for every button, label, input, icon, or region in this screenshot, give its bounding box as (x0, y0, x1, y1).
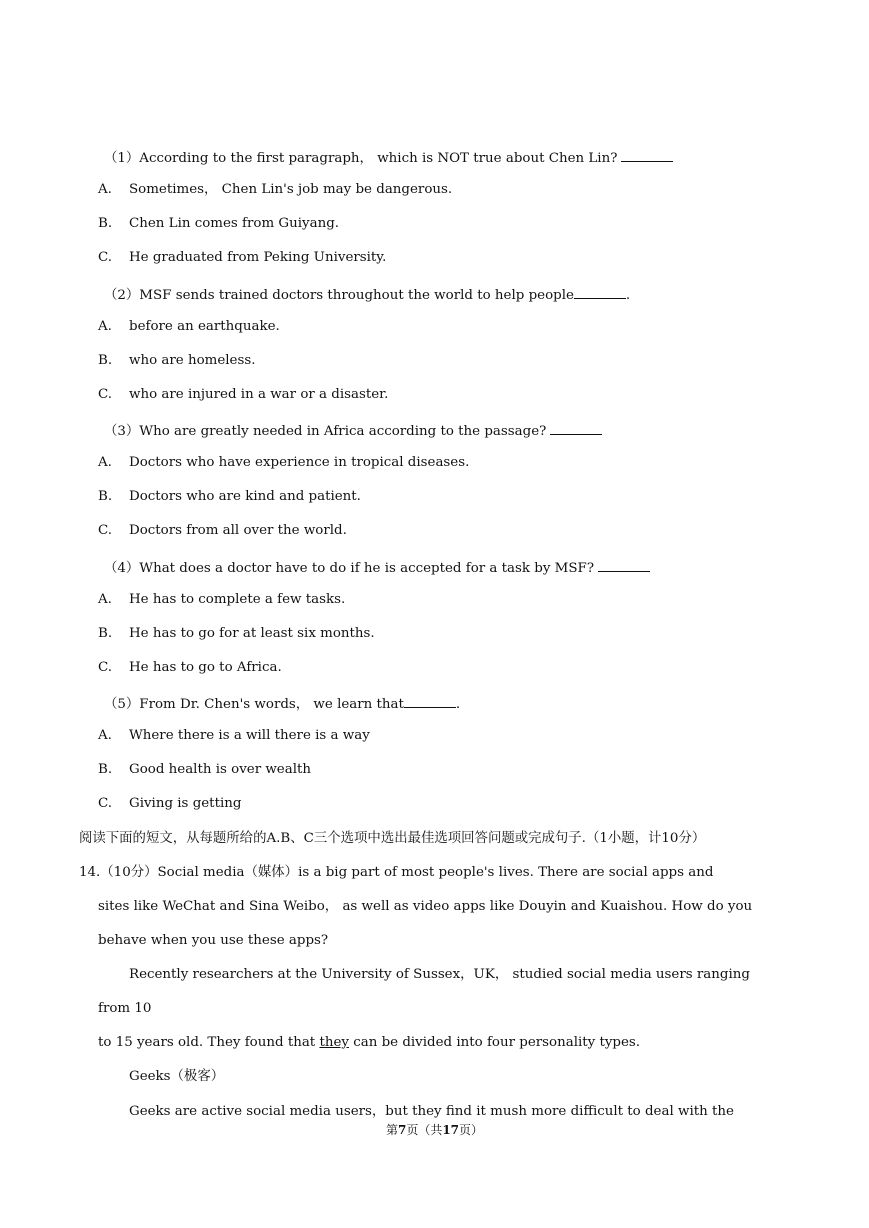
answer-blank[interactable] (404, 693, 456, 708)
option-a: A. Doctors who have experience in tropical diseases. (98, 455, 470, 470)
option-b: B. Chen Lin comes from Guiyang. (98, 216, 340, 231)
question-text: （1）According to the first paragraph， which is NOT true about Chen Lin? (104, 151, 618, 166)
option-b: B. Good health is over wealth (98, 762, 312, 777)
option-b: B. He has to go for at least six months. (98, 626, 375, 641)
option-a: A. before an earthquake. (98, 319, 280, 334)
option-a: A. Sometimes， Chen Lin's job may be dangerous. (98, 182, 453, 197)
question-text: （3）Who are greatly needed in Africa according to the passage? (104, 424, 547, 439)
option-b: B. who are homeless. (98, 353, 256, 368)
question-3-stem (104, 420, 602, 441)
passage-line: Geeks are active social media users，but they find it mush more difficult to deal with the (129, 1104, 734, 1119)
passage-line: behave when you use these apps? (98, 933, 329, 948)
question-text: （5）From Dr. Chen's words， we learn that (104, 697, 404, 712)
question-2-stem: （2）MSF sends trained doctors throughout the world to help people . (104, 284, 630, 305)
question-1-stem (104, 147, 673, 168)
passage-line: from 10 (98, 1001, 152, 1016)
option-c: C. who are injured in a war or a disaster. (98, 387, 389, 402)
passage-line: to 15 years old. They found that they can be divided into four personality types. (98, 1035, 641, 1050)
option-c: C. He graduated from Peking University. (98, 250, 387, 265)
page-footer: 第7页（共17页） (385, 1123, 484, 1137)
section-instruction: 阅读下面的短文，从每题所给的A.B、C三个选项中选出最佳选项回答问题或完成句子.（1小题，计10分） (79, 831, 706, 846)
answer-blank[interactable] (621, 147, 673, 162)
question-text: （2）MSF sends trained doctors throughout the world to help people (104, 288, 574, 303)
question-text: （4）What does a doctor have to do if he is accepted for a task by MSF? (104, 561, 595, 576)
passage-line: Recently researchers at the University of Sussex，UK， studied social media users ranging (129, 967, 750, 982)
option-c: C. Doctors from all over the world. (98, 523, 347, 538)
underlined-word: they (319, 1035, 349, 1050)
option-a: A. Where there is a will there is a way (98, 728, 370, 743)
option-a: A. He has to complete a few tasks. (98, 592, 346, 607)
option-c: C. He has to go to Africa. (98, 660, 282, 675)
question-5-stem: （5）From Dr. Chen's words， we learn that . (104, 693, 460, 714)
passage-line: sites like WeChat and Sina Weibo， as well as video apps like Douyin and Kuaishou. How do you (98, 899, 753, 914)
option-c: C. Giving is getting (98, 796, 242, 811)
section-heading: Geeks（极客） (129, 1069, 225, 1084)
page-total: 17 (442, 1123, 460, 1137)
option-b: B. Doctors who are kind and patient. (98, 489, 361, 504)
answer-blank[interactable] (574, 284, 626, 299)
page-number: 7 (397, 1123, 407, 1137)
answer-blank[interactable] (598, 557, 650, 572)
answer-blank[interactable] (550, 420, 602, 435)
question-4-stem (104, 557, 650, 578)
passage-line: 14.（10分）Social media（媒体）is a big part of most people's lives. There are social apps and (79, 865, 714, 880)
